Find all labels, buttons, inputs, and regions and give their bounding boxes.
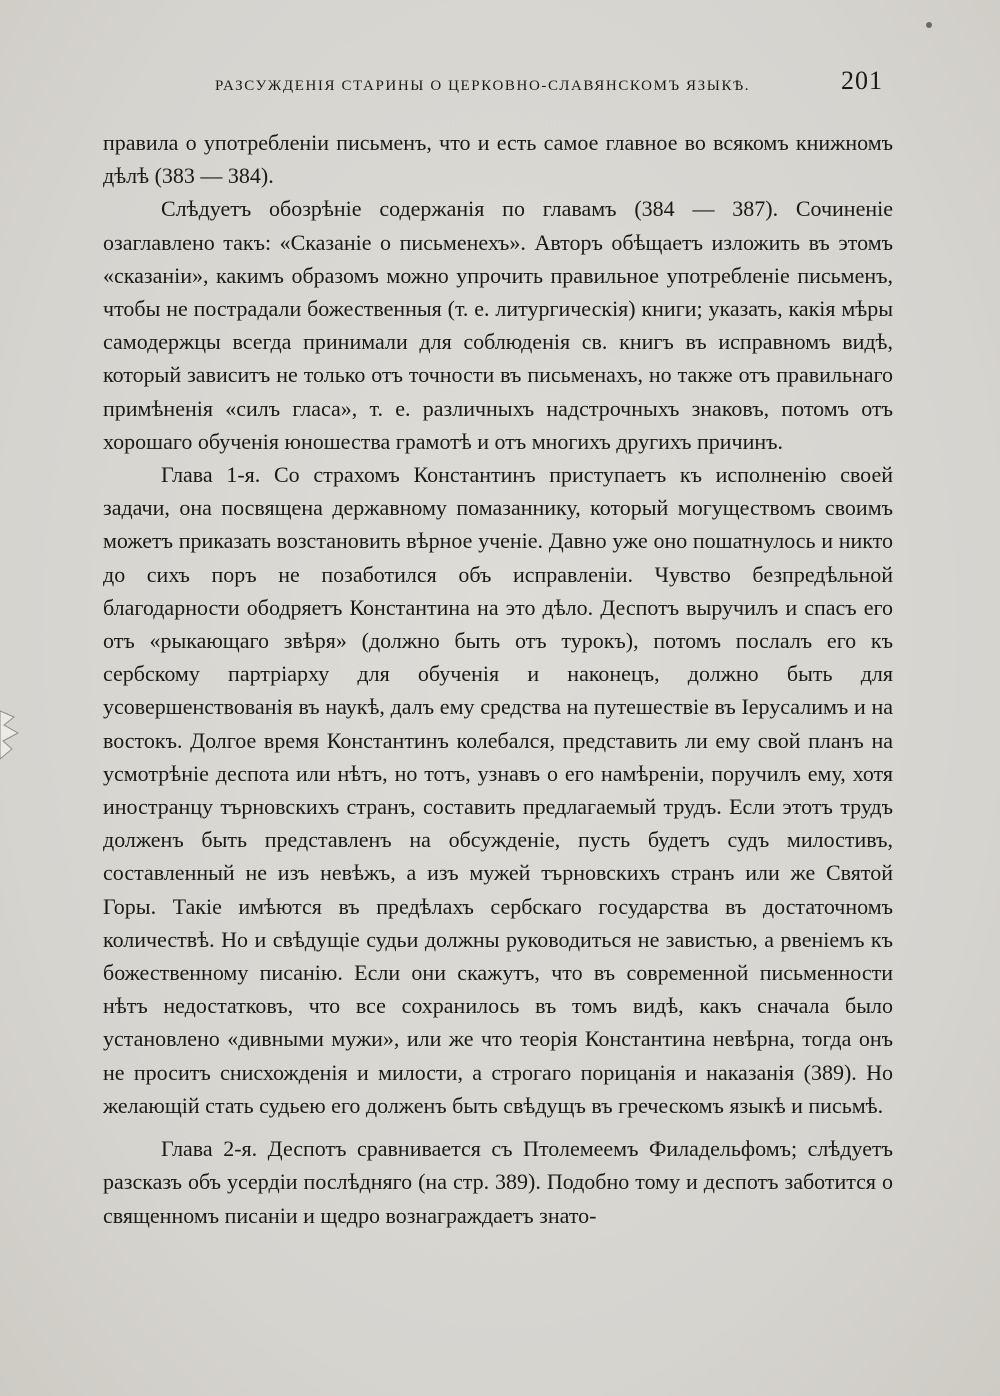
binding-edge-mark — [0, 705, 26, 765]
page-header — [215, 66, 895, 106]
running-head: РАЗСУЖДЕНІЯ СТАРИНЫ О ЦЕРКОВНО-СЛАВЯНСКОМЪ ЯЗЫКѢ. — [215, 78, 751, 94]
paragraph-chapter-1: Глава 1-я. Со страхомъ Константинъ приступаетъ къ исполненію своей задачи, она посвящена державному помазаннику, который могуществомъ своимъ можетъ приказать возстановить вѣрное ученіе. Давно уже оно пошатнулось и никто до сихъ поръ не позаботился объ исправленіи. Чувство безпредѣльной благодарности ободряетъ Константина на это дѣло. Деспотъ выручилъ и спасъ его отъ «рыкающаго звѣря» (должно быть отъ турокъ), потомъ послалъ его къ сербскому партріарху для обученія и наконецъ, должно быть для усовершенствованія въ наукѣ, далъ ему средства на путешествіе въ Іерусалимъ и на востокъ. Долгое время Константинъ колебался, представить ли ему свой планъ на усмотрѣніе деспота или нѣтъ, но тотъ, узнавъ о его намѣреніи, поручилъ ему, хотя иностранцу търновскихъ странъ, составить предлагаемый трудъ. Если этотъ трудъ долженъ быть представленъ на обсужденіе, пусть будетъ судъ милостивъ, составленный не изъ невѣжъ, а изъ мужей търновскихъ странъ или же Святой Горы. Такіе имѣются въ предѣлахъ сербскаго государства въ достаточномъ количествѣ. Но и свѣдущіе судьи должны руководиться не завистью, а рвеніемъ къ божественному писанію. Если они скажутъ, что въ современной письменности нѣтъ недостатковъ, что все сохранилось въ томъ видѣ, какъ сначала было установлено «дивными мужи», или же что теорія Константина невѣрна, тогда онъ не проситъ снисхожденія и милости, а строгаго порицанія и наказанія (389). Но желающій стать судьею его долженъ быть свѣдущъ въ греческомъ языкѣ и письмѣ. — [103, 462, 893, 1118]
paragraph-continued: правила о употребленіи письменъ, что и есть самое главное во всякомъ книжномъ дѣлѣ (383 — 384). — [103, 130, 893, 189]
ink-speck — [926, 22, 932, 28]
paragraph: Слѣдуетъ обозрѣніе содержанія по главамъ (384 — 387). Сочиненіе озаглавлено такъ: «Сказаніе о письменехъ». Авторъ обѣщаетъ изложить въ этомъ «сказаніи», какимъ образомъ можно упрочить правильное употребленіе письменъ, чтобы не пострадали божественныя (т. е. литургическія) книги; указать, какія мѣры самодержцы всегда принимали для соблюденія св. книгъ въ исправномъ видѣ, который зависитъ не только отъ точности въ письменахъ, но также отъ правильнаго примѣненія «силъ гласа», т. е. различныхъ надстрочныхъ знаковъ, потомъ отъ хорошаго обученія юношества грамотѣ и отъ многихъ другихъ причинъ. — [103, 196, 893, 454]
body-text — [103, 126, 893, 1232]
page-number: 201 — [841, 66, 883, 95]
paragraph-chapter-2: Глава 2-я. Деспотъ сравнивается съ Птолемеемъ Филадельфомъ; слѣдуетъ разсказъ объ усердіи послѣдняго (на стр. 389). Подобно тому и деспотъ заботится о священномъ писаніи и щедро вознаграждаетъ знато- — [103, 1136, 893, 1228]
